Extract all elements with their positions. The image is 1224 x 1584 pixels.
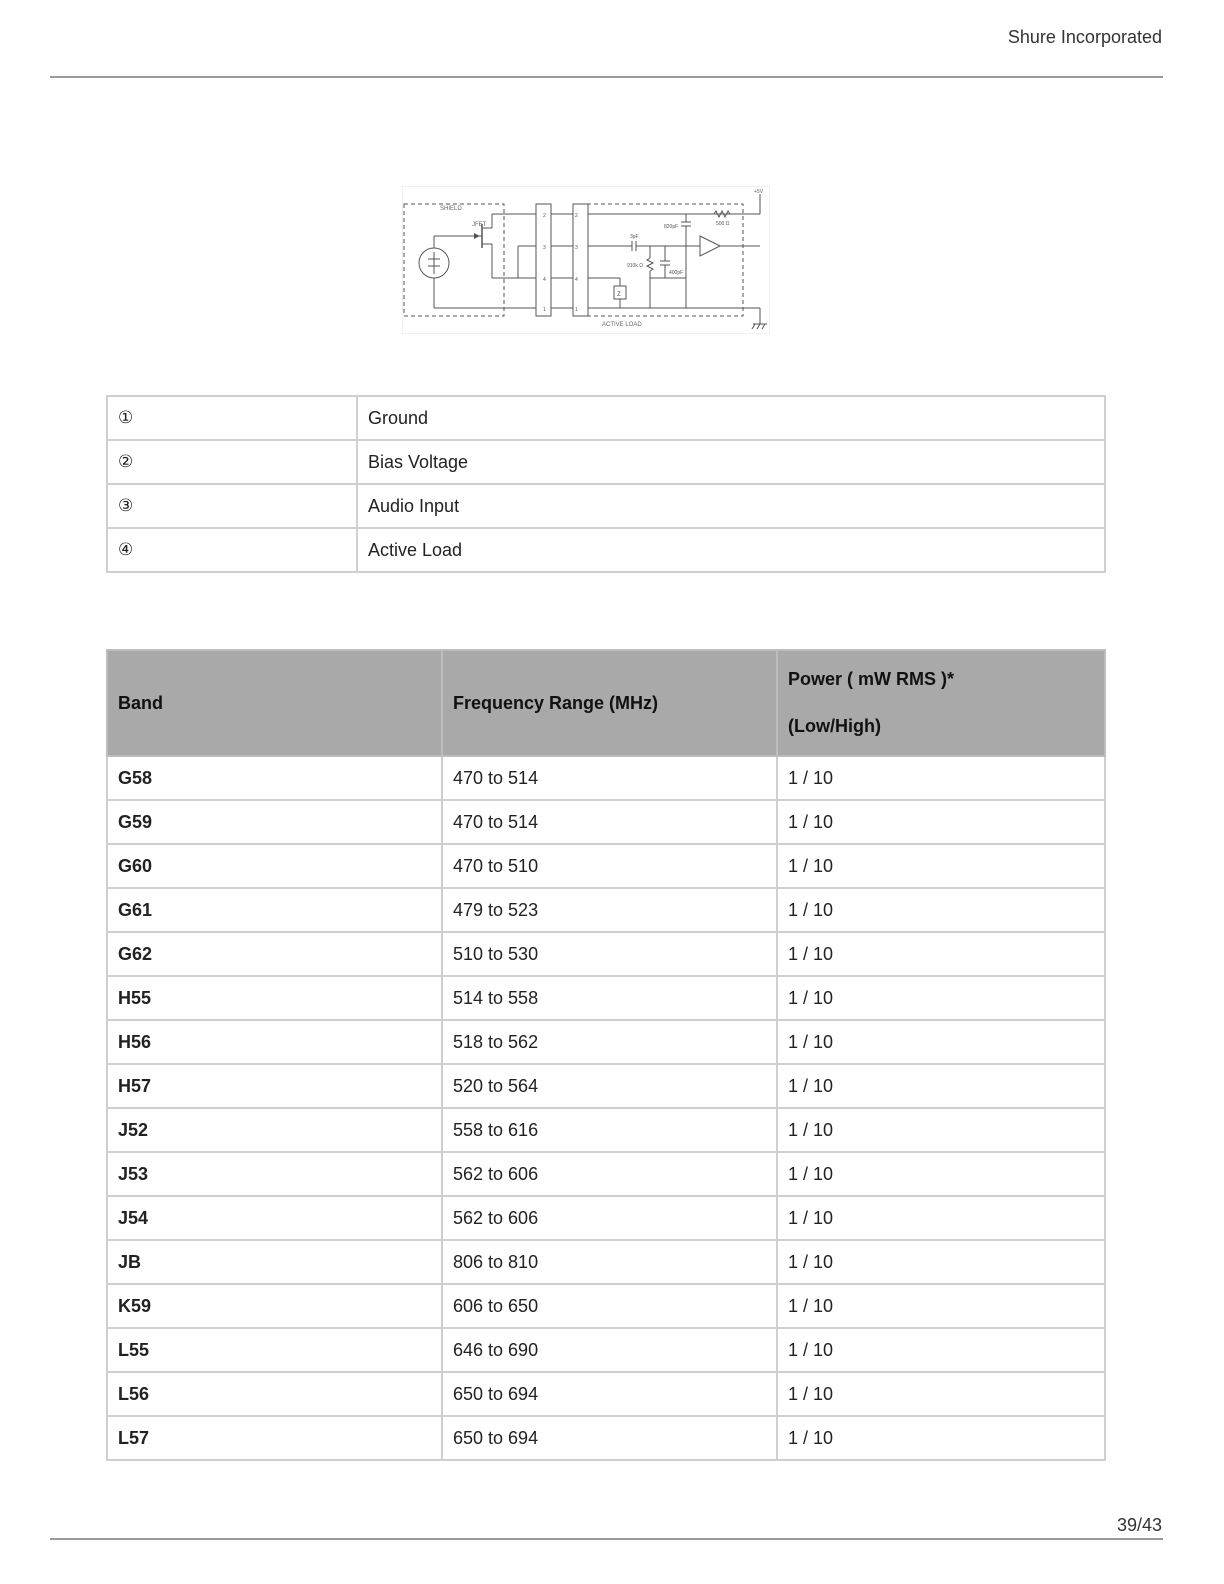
diagram-label-jfet: JFET <box>472 222 487 228</box>
pin-label: Bias Voltage <box>357 440 1105 484</box>
power-cell: 1 / 10 <box>777 1196 1105 1240</box>
pin-label: Audio Input <box>357 484 1105 528</box>
table-row <box>107 1064 1105 1108</box>
table-row <box>107 1284 1105 1328</box>
pin-number: ④ <box>107 528 357 572</box>
power-cell: 1 / 10 <box>777 1328 1105 1372</box>
frequency-cell: 558 to 616 <box>442 1108 777 1152</box>
table-row <box>107 976 1105 1020</box>
table-row <box>107 1020 1105 1064</box>
diagram-label-400pf: 400pF <box>669 270 684 276</box>
frequency-cell: 510 to 530 <box>442 932 777 976</box>
band-cell: G58 <box>107 756 442 800</box>
frequency-cell: 479 to 523 <box>442 888 777 932</box>
power-cell: 1 / 10 <box>777 844 1105 888</box>
diagram-label-active-load: ACTIVE LOAD <box>602 322 642 328</box>
frequency-cell: 514 to 558 <box>442 976 777 1020</box>
table-row <box>107 888 1105 932</box>
pin-number: ① <box>107 396 357 440</box>
diagram-label-5v: +5V <box>754 189 764 195</box>
power-cell: 1 / 10 <box>777 1108 1105 1152</box>
table-header-row <box>107 650 1105 756</box>
diagram-label-z: Z <box>617 292 621 298</box>
power-cell: 1 / 10 <box>777 1152 1105 1196</box>
power-cell: 1 / 10 <box>777 1416 1105 1460</box>
frequency-cell: 650 to 694 <box>442 1416 777 1460</box>
power-cell: 1 / 10 <box>777 800 1105 844</box>
table-row <box>107 1108 1105 1152</box>
power-cell: 1 / 10 <box>777 756 1105 800</box>
frequency-cell: 650 to 694 <box>442 1372 777 1416</box>
pin-table <box>106 395 1106 573</box>
table-row <box>107 1240 1105 1284</box>
table-row <box>107 1416 1105 1460</box>
header-power-line1: Power ( mW RMS )* <box>788 669 955 689</box>
header-band: Band <box>107 650 442 756</box>
band-cell: L56 <box>107 1372 442 1416</box>
band-cell: G59 <box>107 800 442 844</box>
power-cell: 1 / 10 <box>777 1064 1105 1108</box>
table-row <box>107 756 1105 800</box>
band-cell: L57 <box>107 1416 442 1460</box>
table-row <box>107 528 1105 572</box>
header-divider <box>50 76 1163 78</box>
diagram-label-500ohm: 500 Ω <box>716 221 730 227</box>
power-cell: 1 / 10 <box>777 1240 1105 1284</box>
diagram-label-p2-right: 2 <box>575 213 578 219</box>
power-cell: 1 / 10 <box>777 888 1105 932</box>
table-row <box>107 1152 1105 1196</box>
table-row <box>107 1372 1105 1416</box>
circuit-diagram <box>402 186 770 334</box>
diagram-label-shield: SHIELD <box>440 206 462 212</box>
table-row <box>107 800 1105 844</box>
band-cell: G61 <box>107 888 442 932</box>
band-cell: J53 <box>107 1152 442 1196</box>
frequency-cell: 562 to 606 <box>442 1152 777 1196</box>
frequency-cell: 518 to 562 <box>442 1020 777 1064</box>
pin-number: ③ <box>107 484 357 528</box>
band-cell: J54 <box>107 1196 442 1240</box>
table-row <box>107 396 1105 440</box>
band-cell: H55 <box>107 976 442 1020</box>
band-cell: L55 <box>107 1328 442 1372</box>
diagram-label-p4-right: 4 <box>575 277 578 283</box>
diagram-label-3pf: 3pF <box>630 234 639 240</box>
footer-divider <box>50 1538 1163 1540</box>
diagram-label-820pf: 820pF <box>664 224 679 230</box>
table-row <box>107 1328 1105 1372</box>
table-row <box>107 440 1105 484</box>
diagram-label-p1-right: 1 <box>575 307 578 313</box>
band-frequency-table <box>106 649 1106 1461</box>
pin-label: Ground <box>357 396 1105 440</box>
diagram-label-p2-left: 2 <box>543 213 546 219</box>
frequency-cell: 470 to 514 <box>442 756 777 800</box>
frequency-cell: 646 to 690 <box>442 1328 777 1372</box>
frequency-cell: 806 to 810 <box>442 1240 777 1284</box>
table-row <box>107 1196 1105 1240</box>
power-cell: 1 / 10 <box>777 932 1105 976</box>
diagram-label-p1-left: 1 <box>543 307 546 313</box>
table-row <box>107 484 1105 528</box>
band-cell: G62 <box>107 932 442 976</box>
pin-label: Active Load <box>357 528 1105 572</box>
frequency-cell: 562 to 606 <box>442 1196 777 1240</box>
diagram-label-p3-right: 3 <box>575 245 578 251</box>
frequency-cell: 470 to 514 <box>442 800 777 844</box>
band-cell: J52 <box>107 1108 442 1152</box>
page-number: 39/43 <box>1116 1515 1162 1535</box>
table-row <box>107 844 1105 888</box>
power-cell: 1 / 10 <box>777 1372 1105 1416</box>
frequency-cell: 520 to 564 <box>442 1064 777 1108</box>
band-cell: G60 <box>107 844 442 888</box>
power-cell: 1 / 10 <box>777 1284 1105 1328</box>
frequency-cell: 606 to 650 <box>442 1284 777 1328</box>
power-cell: 1 / 10 <box>777 1020 1105 1064</box>
power-cell: 1 / 10 <box>777 976 1105 1020</box>
band-cell: H57 <box>107 1064 442 1108</box>
header-company: Shure Incorporated <box>1007 27 1162 47</box>
header-power <box>777 650 1105 756</box>
diagram-label-p3-left: 3 <box>543 245 546 251</box>
table-row <box>107 932 1105 976</box>
frequency-cell: 470 to 510 <box>442 844 777 888</box>
header-frequency: Frequency Range (MHz) <box>442 650 777 756</box>
diagram-label-910k: 910k Ω <box>627 263 643 269</box>
band-cell: JB <box>107 1240 442 1284</box>
band-cell: H56 <box>107 1020 442 1064</box>
pin-number: ② <box>107 440 357 484</box>
header-power-line2: (Low/High) <box>788 716 881 736</box>
band-cell: K59 <box>107 1284 442 1328</box>
diagram-label-p4-left: 4 <box>543 277 546 283</box>
